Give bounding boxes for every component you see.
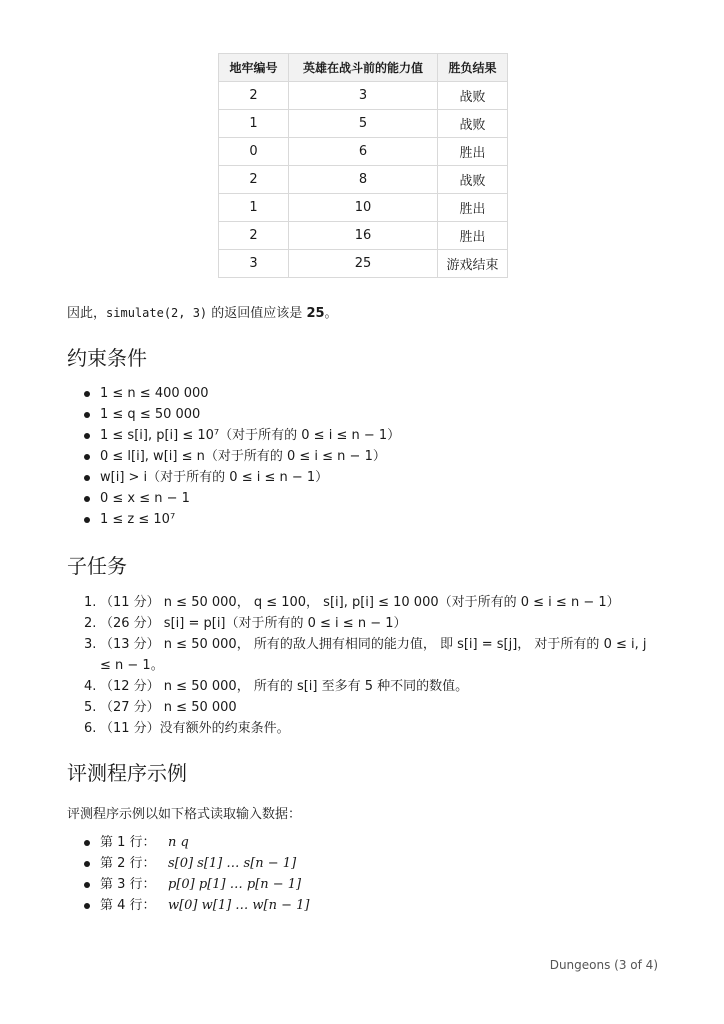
table-cell: 胜出	[438, 222, 508, 250]
list-item: 1 ≤ z ≤ 10⁷	[80, 509, 400, 530]
table-cell: 1	[219, 110, 289, 138]
table-row	[219, 110, 508, 138]
line-content: w[0] w[1] … w[n − 1]	[167, 898, 310, 913]
list-item	[80, 832, 310, 853]
line-label: 第 4 行：	[100, 898, 156, 913]
line-content: s[0] s[1] … s[n − 1]	[167, 856, 297, 871]
column-header: 地牢编号	[219, 54, 289, 82]
conclusion-prefix: 因此，	[67, 306, 107, 321]
subtasks-list	[80, 592, 660, 739]
table-row	[219, 166, 508, 194]
column-header: 英雄在战斗前的能力值	[289, 54, 438, 82]
table-cell: 3	[219, 250, 289, 278]
table-row	[219, 138, 508, 166]
list-item	[80, 697, 660, 718]
table-cell: 1	[219, 194, 289, 222]
line-content: p[0] p[1] … p[n − 1]	[167, 877, 302, 892]
list-item	[80, 895, 310, 916]
item-number: 3.	[84, 637, 97, 652]
item-text: （12 分） n ≤ 50 000， 所有的 s[i] 至多有 5 种不同的数值。	[100, 679, 469, 694]
line-label: 第 1 行：	[100, 835, 156, 850]
list-item	[80, 634, 660, 676]
list-item: w[i] > i（对于所有的 0 ≤ i ≤ n − 1）	[80, 467, 400, 488]
table-row	[219, 222, 508, 250]
table-header-row	[219, 54, 508, 82]
list-item	[80, 613, 660, 634]
list-item: 0 ≤ x ≤ n − 1	[80, 488, 400, 509]
list-item	[80, 592, 660, 613]
item-number: 6.	[84, 721, 97, 736]
list-item: 1 ≤ s[i], p[i] ≤ 10⁷（对于所有的 0 ≤ i ≤ n − 1）	[80, 425, 400, 446]
conclusion-text	[67, 302, 338, 321]
item-text: （13 分） n ≤ 50 000， 所有的敌人拥有相同的能力值， 即 s[i] = s[j]， 对于所有的 0 ≤ i, j ≤ n − 1。	[100, 637, 647, 673]
constraints-list	[80, 383, 400, 530]
list-item	[80, 853, 310, 874]
list-item: 1 ≤ n ≤ 400 000	[80, 383, 400, 404]
code-snippet: simulate(2, 3)	[106, 306, 208, 320]
table-row	[219, 194, 508, 222]
table-cell: 25	[289, 250, 438, 278]
grader-intro: 评测程序示例以如下格式读取输入数据：	[67, 807, 302, 822]
list-item: 0 ≤ l[i], w[i] ≤ n（对于所有的 0 ≤ i ≤ n − 1）	[80, 446, 400, 467]
item-number: 1.	[84, 595, 97, 610]
table-row	[219, 82, 508, 110]
page-footer: Dungeons (3 of 4)	[549, 958, 658, 972]
table-cell: 2	[219, 222, 289, 250]
item-text: （26 分） s[i] = p[i]（对于所有的 0 ≤ i ≤ n − 1）	[100, 616, 407, 631]
table-cell: 3	[289, 82, 438, 110]
line-label: 第 2 行：	[100, 856, 156, 871]
table-cell: 5	[289, 110, 438, 138]
conclusion-middle: 的返回值应该是	[207, 306, 307, 321]
table-cell: 胜出	[438, 194, 508, 222]
table-cell: 战败	[438, 82, 508, 110]
item-text: （11 分） n ≤ 50 000， q ≤ 100， s[i], p[i] ≤ 10 000（对于所有的 0 ≤ i ≤ n − 1）	[100, 595, 620, 610]
list-item: 1 ≤ q ≤ 50 000	[80, 404, 400, 425]
table-cell: 胜出	[438, 138, 508, 166]
table-cell: 战败	[438, 166, 508, 194]
table-cell: 16	[289, 222, 438, 250]
simulation-table	[218, 53, 508, 278]
table-cell: 战败	[438, 110, 508, 138]
column-header: 胜负结果	[438, 54, 508, 82]
grader-heading: 评测程序示例	[67, 761, 187, 785]
item-text: （11 分）没有额外的约束条件。	[100, 721, 290, 736]
item-number: 5.	[84, 700, 97, 715]
item-number: 2.	[84, 616, 97, 631]
table-cell: 2	[219, 82, 289, 110]
line-label: 第 3 行：	[100, 877, 156, 892]
line-content: n q	[167, 835, 189, 850]
table-cell: 游戏结束	[438, 250, 508, 278]
subtasks-heading: 子任务	[67, 554, 127, 578]
list-item	[80, 718, 660, 739]
table-cell: 0	[219, 138, 289, 166]
item-text: （27 分） n ≤ 50 000	[100, 700, 237, 715]
conclusion-suffix: 。	[324, 306, 338, 321]
table-row	[219, 250, 508, 278]
grader-input-lines	[80, 832, 310, 916]
table-cell: 10	[289, 194, 438, 222]
table-cell: 8	[289, 166, 438, 194]
item-number: 4.	[84, 679, 97, 694]
list-item	[80, 676, 660, 697]
return-value: 25	[306, 306, 325, 321]
table-cell: 2	[219, 166, 289, 194]
constraints-heading: 约束条件	[67, 346, 147, 370]
table-cell: 6	[289, 138, 438, 166]
list-item	[80, 874, 310, 895]
